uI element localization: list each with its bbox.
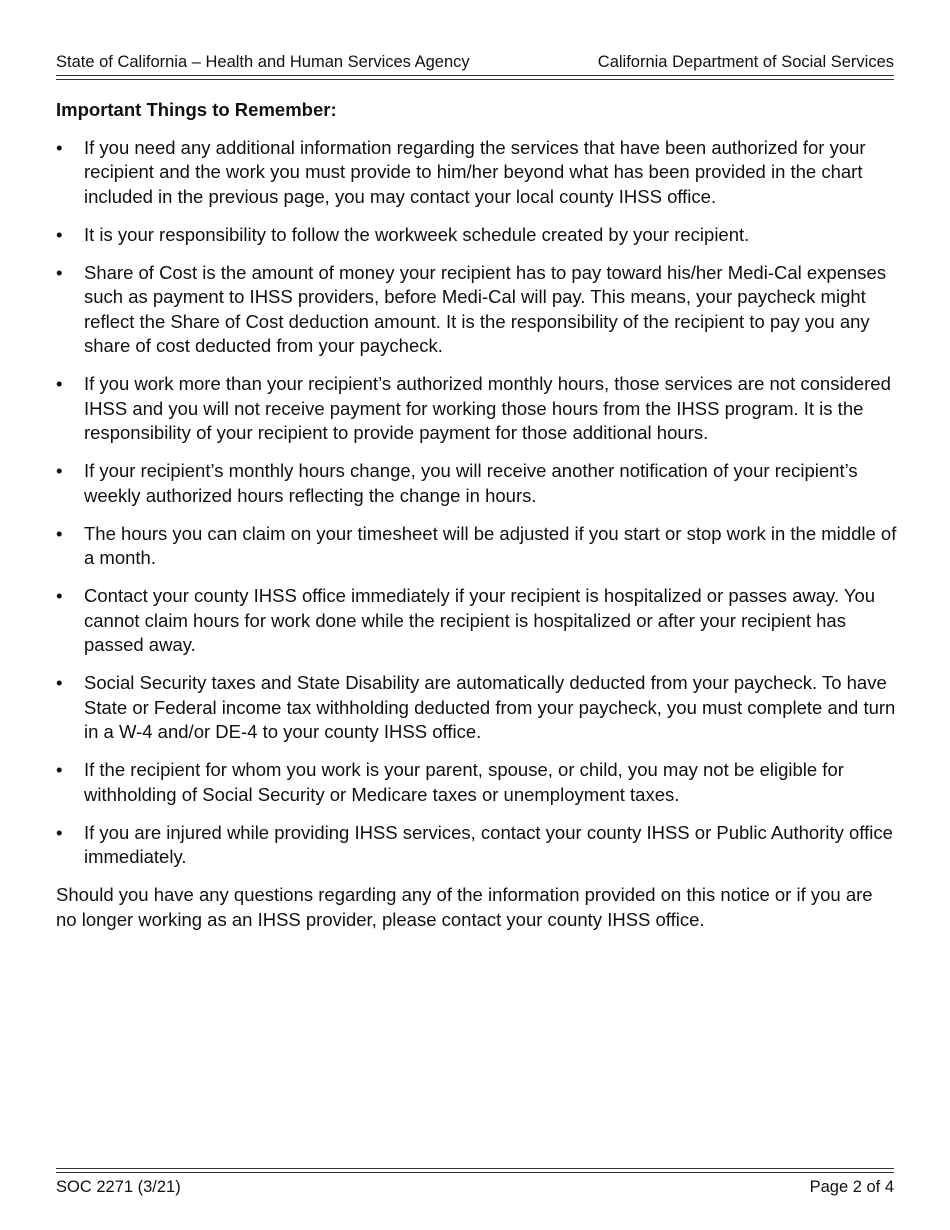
list-item-text: It is your responsibility to follow the workweek schedule created by your recipient.	[84, 223, 750, 245]
page-number: Page 2 of 4	[809, 1178, 894, 1196]
bullet-icon: •	[56, 460, 63, 481]
list-item	[56, 758, 898, 807]
bullet-icon: •	[56, 261, 63, 283]
list-item-text: Social Security taxes and State Disability are automatically deducted from your paycheck. To have State or Federal income tax withholding deducted from your paycheck, you must complete and turn in a W-4 and/or DE-4 to your county IHSS office.	[84, 672, 896, 742]
list-item	[56, 522, 898, 571]
reminder-list	[56, 136, 898, 870]
header-divider	[56, 75, 894, 76]
closing-paragraph: Should you have any questions regarding any of the information provided on this notice or if you are no longer working as an IHSS provider, please contact your county IHSS office.	[56, 884, 873, 930]
list-item-text: If you are injured while providing IHSS services, contact your county IHSS or Public Authority office immediately.	[84, 821, 893, 867]
header-divider-secondary	[56, 79, 894, 80]
list-item	[56, 459, 898, 508]
bullet-icon: •	[56, 136, 63, 158]
list-item	[56, 671, 898, 745]
main-content	[56, 98, 898, 951]
bullet-icon: •	[56, 373, 63, 394]
list-item-text: If your recipient’s monthly hours change, you will receive another notification of your recipient’s weekly authorized hours reflecting the change in hours.	[84, 460, 858, 506]
page-footer	[56, 1175, 894, 1199]
section-heading: Important Things to Remember:	[56, 99, 337, 120]
list-item	[56, 584, 898, 658]
list-item-text: Contact your county IHSS office immediately if your recipient is hospitalized or passes away. You cannot claim hours for work done while the recipient is hospitalized or after your recipient has passed away.	[84, 585, 876, 655]
header-agency: State of California – Health and Human Services Agency	[56, 53, 470, 71]
list-item	[56, 136, 898, 210]
list-item-text: Share of Cost is the amount of money your recipient has to pay toward his/her Medi-Cal expenses such as payment to IHSS providers, before Medi-Cal will pay. This means, your paycheck might reflect the Share of Cost deduction amount. It is the responsibility of the recipient to pay you any share of cost deducted from your paycheck.	[84, 261, 887, 356]
bullet-icon: •	[56, 672, 63, 693]
page-header	[56, 50, 894, 74]
list-item	[56, 372, 898, 446]
list-item-text: The hours you can claim on your timesheet will be adjusted if you start or stop work in the middle of a month.	[84, 522, 897, 568]
header-department: California Department of Social Services	[597, 53, 894, 71]
bullet-icon: •	[56, 759, 63, 780]
list-item	[56, 261, 898, 359]
list-item	[56, 223, 898, 248]
list-item-text: If you work more than your recipient’s authorized monthly hours, those services are not considered IHSS and you will not receive payment for working those hours from the IHSS program. It is the responsibility of your recipient to provide payment for those additional hours.	[84, 373, 891, 443]
list-item-text: If you need any additional information regarding the services that have been authorized for your recipient and the work you must provide to him/her beyond what has been provided in the chart included in the previous page, you may contact your local county IHSS office.	[84, 136, 866, 207]
footer-divider-secondary	[56, 1172, 894, 1173]
list-item-text: If the recipient for whom you work is your parent, spouse, or child, you may not be eligible for withholding of Social Security or Medicare taxes or unemployment taxes.	[84, 759, 844, 805]
form-id: SOC 2271 (3/21)	[56, 1178, 181, 1196]
bullet-icon: •	[56, 585, 63, 606]
bullet-icon: •	[56, 522, 63, 544]
list-item	[56, 821, 898, 870]
footer-divider	[56, 1168, 894, 1169]
bullet-icon: •	[56, 821, 63, 843]
bullet-icon: •	[56, 223, 63, 245]
